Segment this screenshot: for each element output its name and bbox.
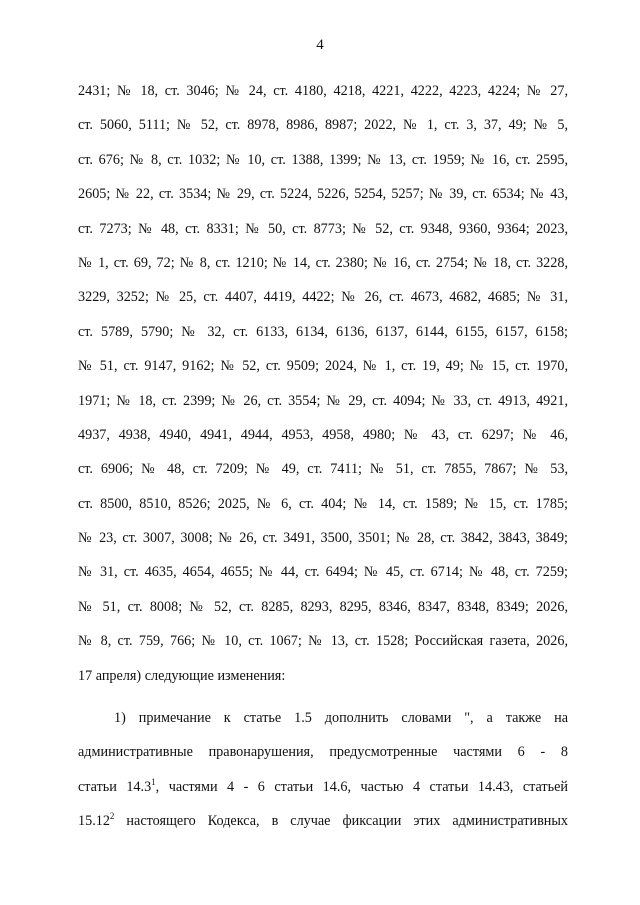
text-line: 3229, 3252; № 25, ст. 4407, 4419, 4422; № 26, ст. 4673, 4682, 4685; № 31, bbox=[78, 289, 568, 306]
text-line: ст. 5060, 5111; № 52, ст. 8978, 8986, 8987; 2022, № 1, ст. 3, 37, 49; № 5, bbox=[78, 117, 568, 134]
text-line: ст. 7273; № 48, ст. 8331; № 50, ст. 8773; № 52, ст. 9348, 9360, 9364; 2023, bbox=[78, 220, 568, 237]
text-line: 1) примечание к статье 1.5 дополнить словами ", а также на bbox=[114, 710, 568, 727]
text-line: 17 апреля) следующие изменения: bbox=[78, 667, 286, 684]
text-fragment: статьи 14.3 bbox=[78, 778, 152, 795]
paragraph-amendment-1 bbox=[78, 701, 568, 839]
text-line: ст. 676; № 8, ст. 1032; № 10, ст. 1388, 1399; № 13, ст. 1959; № 16, ст. 2595, bbox=[78, 151, 568, 168]
text-line: № 51, ст. 9147, 9162; № 52, ст. 9509; 2024, № 1, ст. 19, 49; № 15, ст. 1970, bbox=[78, 358, 568, 375]
text-line: ст. 5789, 5790; № 32, ст. 6133, 6134, 6136, 6137, 6144, 6155, 6157, 6158; bbox=[78, 323, 568, 340]
text-line: № 51, ст. 8008; № 52, ст. 8285, 8293, 8295, 8346, 8347, 8348, 8349; 2026, bbox=[78, 598, 568, 615]
text-line bbox=[78, 770, 568, 804]
superscript: 1 bbox=[151, 776, 156, 787]
document-body bbox=[78, 74, 568, 839]
text-line bbox=[78, 804, 568, 838]
text-line: № 8, ст. 759, 766; № 10, ст. 1067; № 13, ст. 1528; Российская газета, 2026, bbox=[78, 633, 568, 650]
paragraph-citations bbox=[78, 74, 568, 693]
text-line: ст. 6906; № 48, ст. 7209; № 49, ст. 7411; № 51, ст. 7855, 7867; № 53, bbox=[78, 461, 568, 478]
text-line: ст. 8500, 8510, 8526; 2025, № 6, ст. 404; № 14, ст. 1589; № 15, ст. 1785; bbox=[78, 495, 568, 512]
text-line: 4937, 4938, 4940, 4941, 4944, 4953, 4958, 4980; № 43, ст. 6297; № 46, bbox=[78, 426, 568, 443]
text-line: 1971; № 18, ст. 2399; № 26, ст. 3554; № 29, ст. 4094; № 33, ст. 4913, 4921, bbox=[78, 392, 568, 409]
superscript: 2 bbox=[109, 811, 115, 822]
text-fragment: , частями 4 - 6 статьи 14.6, частью 4 статьи 14.43, статьей bbox=[155, 778, 568, 795]
text-line: 2605; № 22, ст. 3534; № 29, ст. 5224, 5226, 5254, 5257; № 39, ст. 6534; № 43, bbox=[78, 186, 568, 203]
text-line: 2431; № 18, ст. 3046; № 24, ст. 4180, 4218, 4221, 4222, 4223, 4224; № 27, bbox=[78, 83, 568, 99]
text-line: № 1, ст. 69, 72; № 8, ст. 1210; № 14, ст. 2380; № 16, ст. 2754; № 18, ст. 3228, bbox=[78, 254, 568, 271]
text-fragment: 15.12 bbox=[78, 813, 110, 830]
text-fragment: настоящего Кодекса, в случае фиксации этих административных bbox=[114, 813, 568, 830]
page-number: 4 bbox=[316, 37, 324, 53]
text-line: № 23, ст. 3007, 3008; № 26, ст. 3491, 3500, 3501; № 28, ст. 3842, 3843, 3849; bbox=[78, 530, 568, 547]
text-line: № 31, ст. 4635, 4654, 4655; № 44, ст. 6494; № 45, ст. 6714; № 48, ст. 7259; bbox=[78, 564, 568, 581]
paragraph-spacer bbox=[78, 693, 568, 701]
text-line: административные правонарушения, предусмотренные частями 6 - 8 bbox=[78, 744, 568, 761]
